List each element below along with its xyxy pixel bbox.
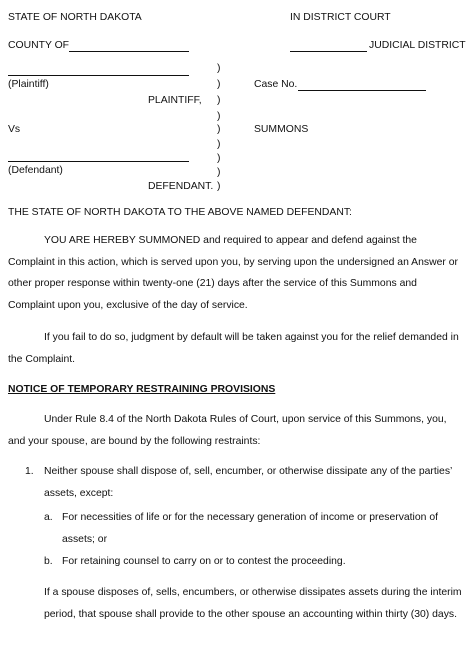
caption-paren: )	[217, 79, 221, 90]
defendant-label: (Defendant)	[8, 165, 63, 176]
list-item-number: 1.	[25, 466, 34, 477]
district-label: JUDICIAL DISTRICT	[369, 40, 466, 51]
district-blank[interactable]	[290, 51, 367, 52]
caption-paren: )	[217, 181, 221, 192]
case-number-blank[interactable]	[298, 90, 426, 91]
caption-paren: )	[217, 95, 221, 106]
caption-paren: )	[217, 139, 221, 150]
court-label: IN DISTRICT COURT	[290, 12, 391, 23]
defendant-name-blank[interactable]	[8, 161, 189, 162]
plaintiff-label: (Plaintiff)	[8, 79, 49, 90]
rule-paragraph: Under Rule 8.4 of the North Dakota Rules of Court, upon service of this Summons, you, and your spouse, are bound by the following restraints:	[8, 414, 447, 447]
plaintiff-name-blank[interactable]	[8, 75, 189, 76]
sub-item-label: a.	[44, 512, 53, 523]
sub-item-text: For necessities of life or for the necessary generation of income or preservation of assets; or	[62, 512, 438, 545]
case-number-label: Case No.	[254, 79, 298, 90]
accounting-paragraph: If a spouse disposes of, sells, encumbers, or otherwise dissipates assets during the interim period, that spouse shall provide to the other spouse an accounting within thirty (30) days.	[44, 587, 462, 620]
sub-item-label: b.	[44, 556, 53, 567]
defendant-role: DEFENDANT.	[148, 181, 214, 192]
county-label: COUNTY OF	[8, 40, 69, 51]
caption-paren: )	[217, 153, 221, 164]
sub-item-text: For retaining counsel to carry on or to contest the proceeding.	[62, 556, 346, 567]
summons-paragraph: YOU ARE HEREBY SUMMONED and required to appear and defend against the Complaint in this action, which is served upon you, by serving upon the undersigned an Answer or other proper response within twenty-one (21) days after the service of this Summons and Complaint upon you, exclusive of the day of service.	[8, 235, 458, 311]
address-line: THE STATE OF NORTH DAKOTA TO THE ABOVE NAMED DEFENDANT:	[8, 207, 352, 218]
versus-label: Vs	[8, 124, 21, 135]
list-item-text: Neither spouse shall dispose of, sell, encumber, or otherwise dissipate any of the parties’ assets, except:	[44, 466, 452, 499]
state-label: STATE OF NORTH DAKOTA	[8, 12, 142, 23]
document-title: SUMMONS	[254, 124, 309, 135]
notice-heading: NOTICE OF TEMPORARY RESTRAINING PROVISIONS	[8, 384, 276, 395]
county-blank[interactable]	[69, 51, 189, 52]
plaintiff-role: PLAINTIFF,	[148, 95, 202, 106]
caption-paren: )	[217, 124, 221, 135]
caption-paren: )	[217, 63, 221, 74]
default-paragraph: If you fail to do so, judgment by default will be taken against you for the relief demanded in the Complaint.	[8, 332, 459, 365]
caption-paren: )	[217, 111, 221, 122]
caption-paren: )	[217, 167, 221, 178]
